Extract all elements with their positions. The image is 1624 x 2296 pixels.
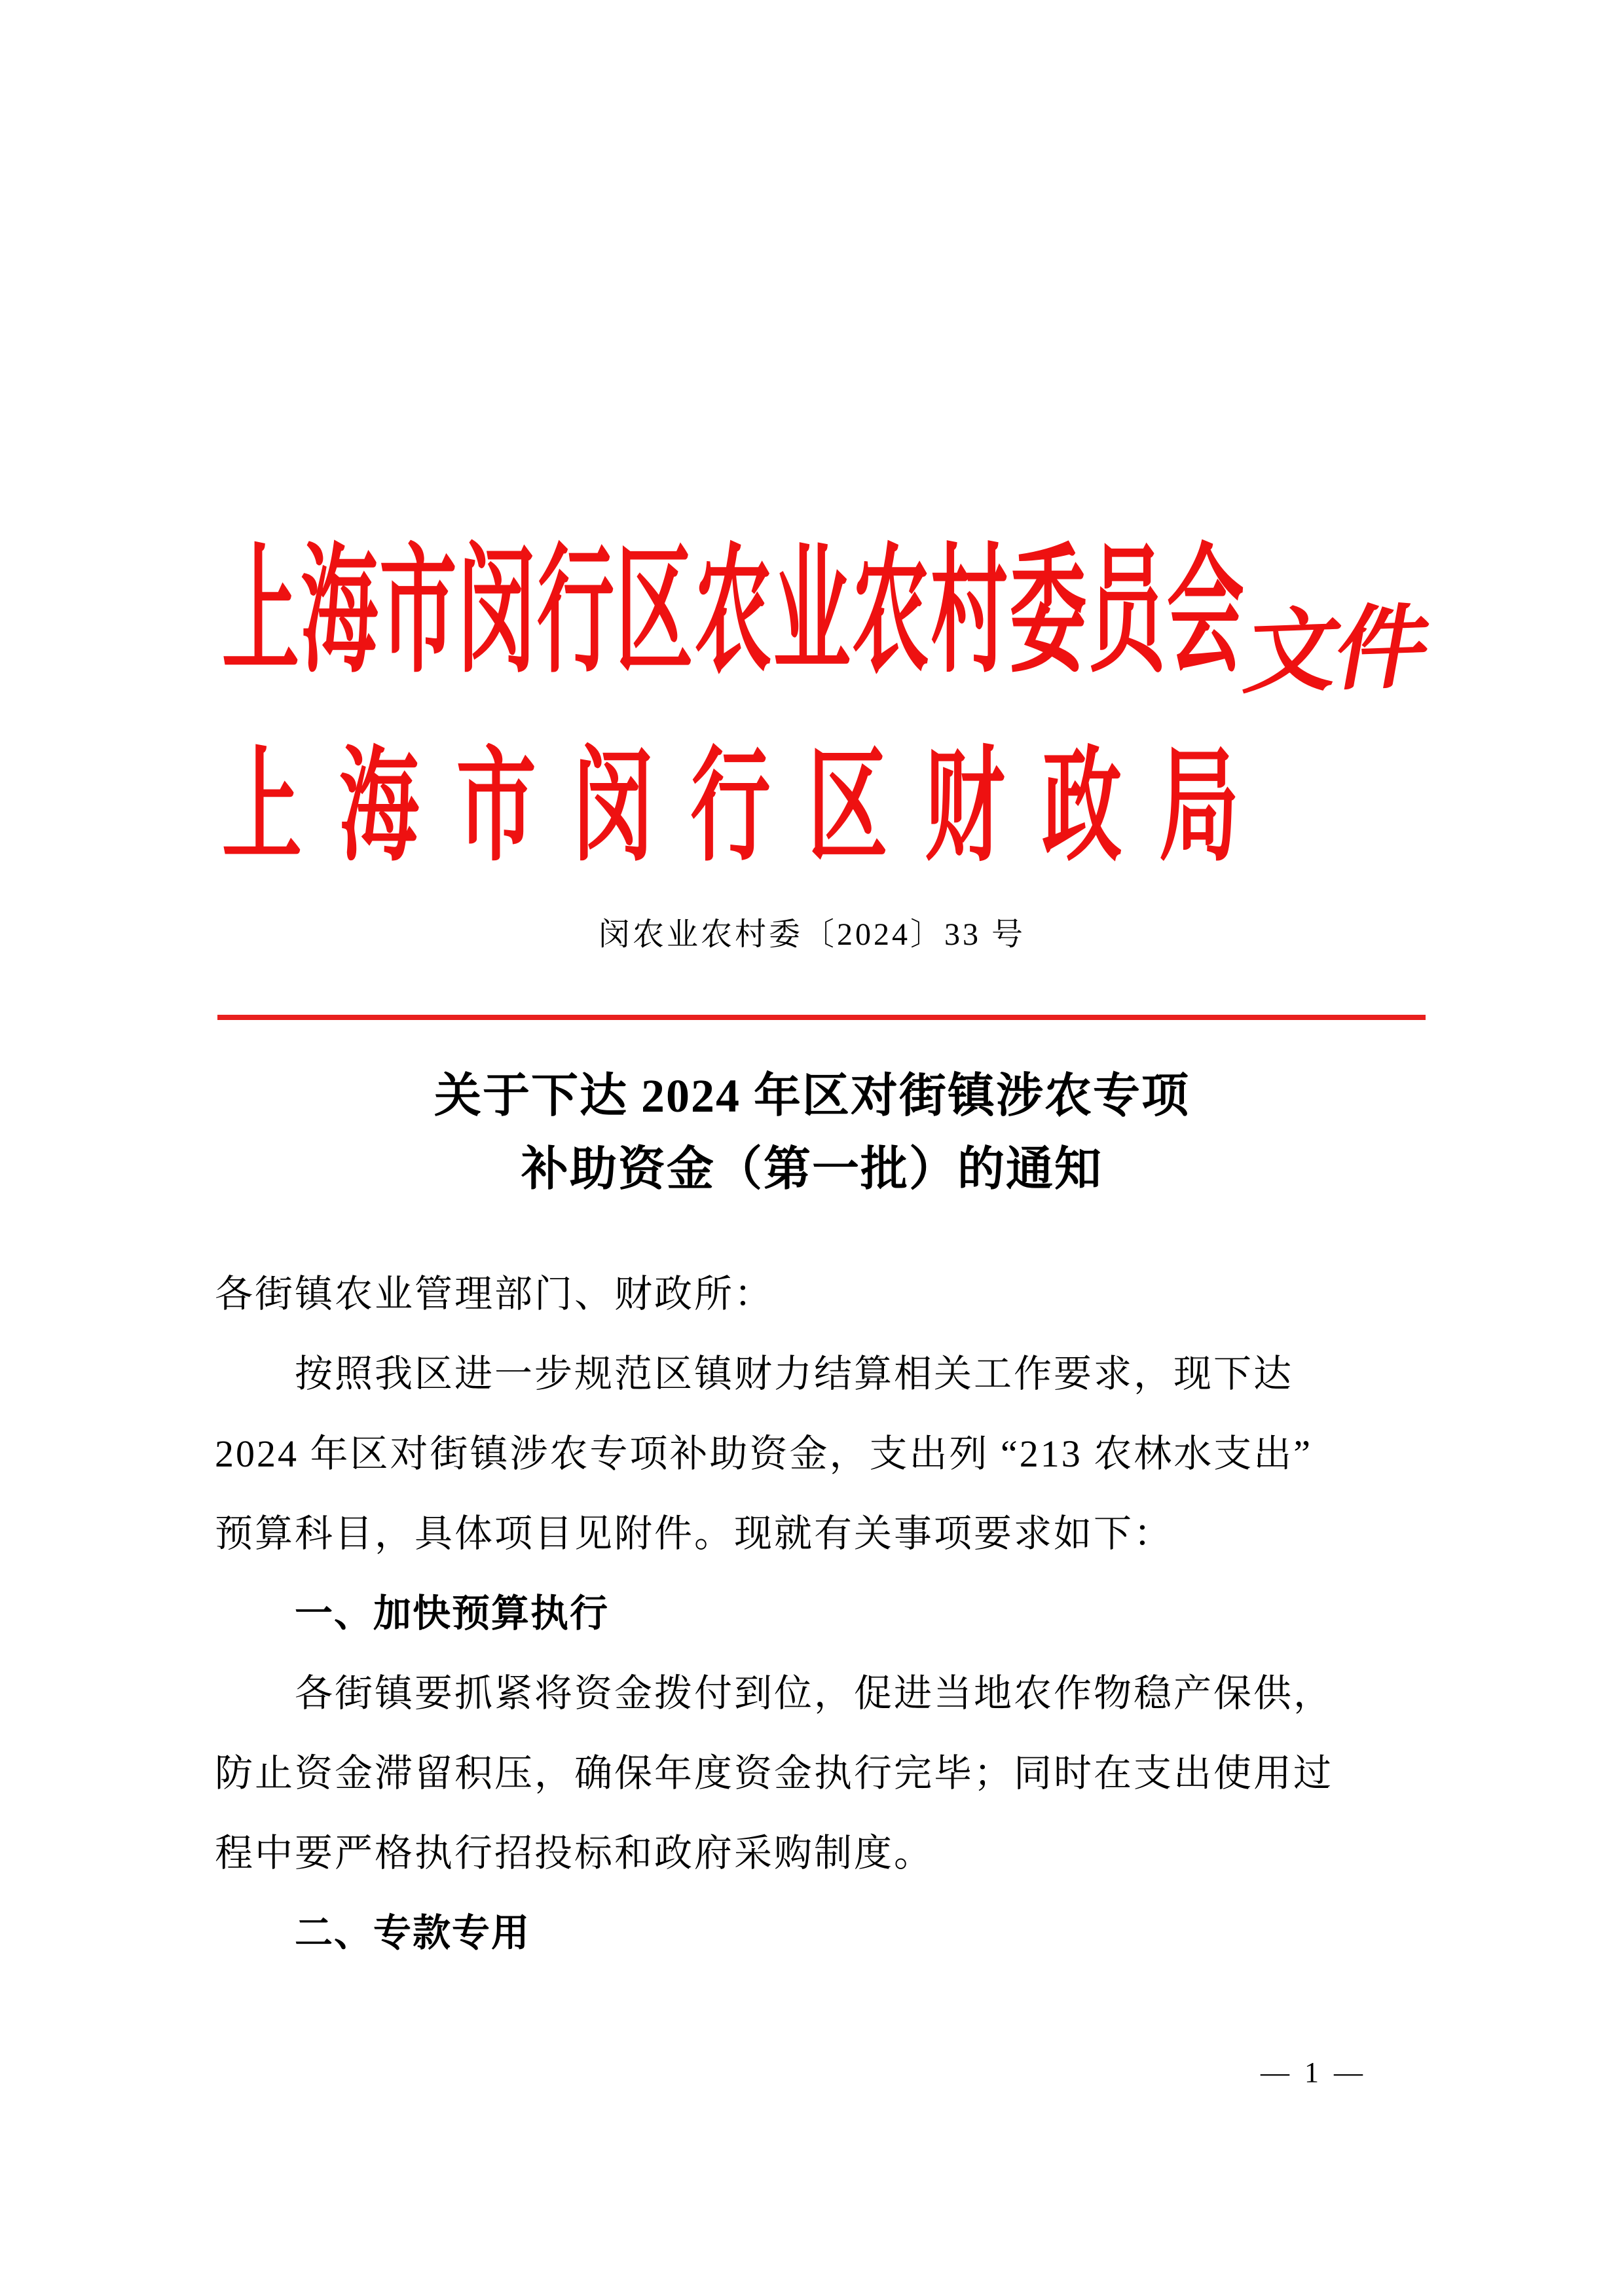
- red-divider-rule: [217, 1015, 1426, 1020]
- doc-type-label: 文件: [1238, 597, 1435, 705]
- body-line: 按照我区进一步规范区镇财力结算相关工作要求，现下达: [295, 1353, 1294, 1395]
- document-body: [215, 1254, 1417, 1973]
- body-line: 程中要严格执行招投标和政府采购制度。: [215, 1832, 934, 1874]
- section-heading-2: 二、专款专用: [295, 1912, 531, 1954]
- org-name-line-1: 上 海 市 闵 行 区 农 业 农 村 委 员 会: [222, 535, 1244, 690]
- salutation-line: 各街镇农业管理部门、财政所：: [215, 1273, 775, 1315]
- document-title-line-1: 关于下达 2024 年区对街镇涉农专项: [434, 1070, 1190, 1122]
- body-line: 各街镇要抓紧将资金拨付到位，促进当地农作物稳产保供，: [295, 1672, 1334, 1715]
- document-title-line-2: 补助资金（第一批）的通知: [521, 1143, 1103, 1195]
- section-heading-1: 一、加快预算执行: [295, 1592, 610, 1635]
- body-line: 防止资金滞留积压，确保年度资金执行完毕；同时在支出使用过: [215, 1752, 1334, 1795]
- body-line: 预算科目，具体项目见附件。现就有关事项要求如下：: [215, 1512, 1174, 1555]
- document-title: [0, 1059, 1624, 1206]
- page-number: — 1 —: [1261, 2056, 1367, 2088]
- org-name-line-2: 上 海 市 闵 行 区 财 政 局: [222, 739, 1239, 877]
- body-line: 2024 年区对街镇涉农专项补助资金，支出列 “213 农林水支出”: [215, 1432, 1312, 1475]
- doc-number: 闵农业农村委〔2024〕33 号: [598, 917, 1025, 952]
